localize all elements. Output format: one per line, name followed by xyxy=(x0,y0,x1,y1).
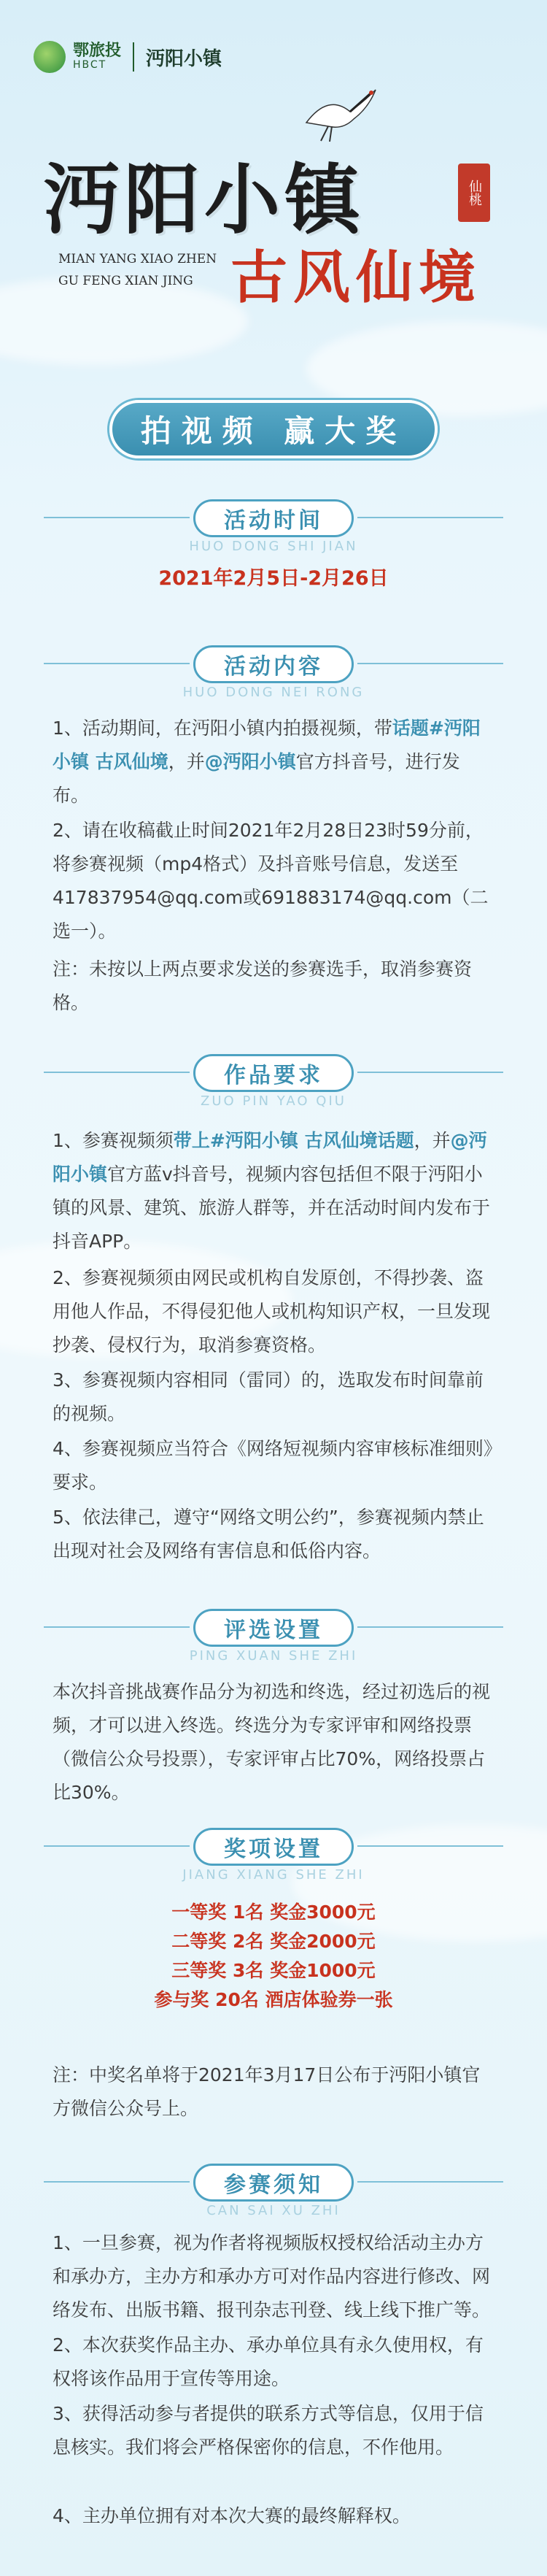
section-content xyxy=(0,642,547,701)
logo-brand-en: HBCT xyxy=(73,59,107,71)
text-run: ，并 xyxy=(168,751,205,772)
content-paragraph-2: 2、请在收稿截止时间2021年2月28日23时59分前，将参赛视频（mp4格式）及抖音账号信息，发送至417837954@qq.com或691883174@qq.com（二选一）。 xyxy=(53,820,489,942)
section-header xyxy=(0,1825,547,1883)
section-notes xyxy=(0,2161,547,2219)
requirements-paragraph-2: 2、参赛视频须由网民或机构自发原创，不得抄袭、盗用他人作品，不得侵犯他人或机构知识产权，一旦发现抄袭、侵权行为，取消参赛资格。 xyxy=(53,1267,491,1356)
section-title-pill xyxy=(193,1828,354,1866)
header-line-right xyxy=(357,1626,503,1628)
brand-logo xyxy=(34,41,222,73)
section-pinyin: HUO DONG NEI RONG xyxy=(182,685,365,700)
header-line-right xyxy=(357,2181,503,2183)
text-run: 官方抖音号，进行发布。 xyxy=(53,751,460,806)
notes-paragraph-4: 4、主办单位拥有对本次大赛的最终解释权。 xyxy=(53,2505,411,2526)
text-run: 1、活动期间，在沔阳小镇内拍摄视频，带 xyxy=(53,718,392,739)
section-title: 参赛须知 xyxy=(224,2172,323,2198)
leaf-logo-icon xyxy=(34,41,66,73)
awards-note: 注：中奖名单将于2021年3月17日公布于沔阳小镇官方微信公众号上。 xyxy=(53,2064,481,2119)
section-header xyxy=(0,496,547,555)
pinyin-line-1: MIAN YANG XIAO ZHEN xyxy=(58,252,217,266)
section-time xyxy=(0,496,547,591)
section-requirements xyxy=(0,1051,547,1110)
section-title-pill xyxy=(193,645,354,683)
notes-paragraph-1: 1、一旦参赛，视为作者将视频版权授权给活动主办方和承办方，主办方和承办方可对作品内容进行修改、网络发布、出版书籍、报刊杂志刊登、线上线下推广等。 xyxy=(53,2232,491,2321)
section-pinyin: PING XUAN SHE ZHI xyxy=(189,1648,358,1664)
section-pinyin: ZUO PIN YAO QIU xyxy=(201,1093,346,1109)
section-title: 评选设置 xyxy=(224,1618,323,1643)
logo-town-name: 沔阳小镇 xyxy=(146,47,222,70)
content-paragraph-3: 注：未按以上两点要求发送的参赛选手，取消参赛资格。 xyxy=(53,958,473,1013)
header-line-right xyxy=(357,663,503,664)
section-title-pill xyxy=(193,2164,354,2202)
header-line-right xyxy=(357,1845,503,1847)
section-title: 活动时间 xyxy=(224,508,323,534)
prize-participation: 参与奖 20名 酒店体验券一张 xyxy=(154,1989,393,2010)
text-run: 官方蓝v抖音号，视频内容包括但不限于沔阳小镇的风景、建筑、旅游人群等，并在活动时间内发布于抖音APP。 xyxy=(53,1164,491,1252)
notes-paragraph-2: 2、本次获奖作品主办、承办单位具有永久使用权，有权将该作品用于宣传等用途。 xyxy=(53,2334,484,2389)
page-subtitle: 古风仙境 xyxy=(230,245,482,311)
content-paragraph-1 xyxy=(53,712,494,812)
header-line-right xyxy=(357,517,503,518)
header-line-left xyxy=(44,1072,190,1073)
judging-paragraph: 本次抖音挑战赛作品分为初选和终选，经过初选后的视频，才可以进入终选。终选分为专家评审和网络投票（微信公众号投票），专家评审占比70%，网络投票占比30%。 xyxy=(53,1681,491,1803)
logo-brand-block xyxy=(73,43,121,71)
section-pinyin: HUO DONG SHI JIAN xyxy=(189,539,358,554)
header-line-left xyxy=(44,517,190,518)
requirements-paragraph-3: 3、参赛视频内容相同（雷同）的，选取发布时间靠前的视频。 xyxy=(53,1369,484,1424)
section-title: 作品要求 xyxy=(224,1063,323,1088)
prize-list xyxy=(0,1898,547,2015)
header-line-left xyxy=(44,1845,190,1847)
text-run: ，并 xyxy=(414,1130,451,1151)
logo-divider xyxy=(133,42,134,72)
section-awards xyxy=(0,1825,547,1883)
account-mention: @沔阳小镇 xyxy=(53,1130,487,1185)
slogan-banner xyxy=(109,400,438,458)
event-date: 2021年2月5日-2月26日 xyxy=(158,567,389,590)
prize-second: 二等奖 2名 奖金2000元 xyxy=(171,1931,376,1952)
requirements-paragraph-5: 5、依法律己，遵守“网络文明公约”，参赛视频内禁止出现对社会及网络有害信息和低俗内容。 xyxy=(53,1507,484,1561)
section-header xyxy=(0,642,547,701)
section-title-pill xyxy=(193,1609,354,1647)
section-header xyxy=(0,1051,547,1110)
seal-stamp: 仙桃 xyxy=(458,164,490,222)
title-pinyin xyxy=(58,248,217,292)
header-line-left xyxy=(44,1626,190,1628)
section-title-pill xyxy=(193,1054,354,1092)
header-line-right xyxy=(357,1072,503,1073)
section-header xyxy=(0,2161,547,2219)
header-line-left xyxy=(44,663,190,664)
account-mention: @沔阳小镇 xyxy=(204,751,296,772)
prize-first: 一等奖 1名 奖金3000元 xyxy=(171,1902,376,1923)
logo-brand-cn: 鄂旅投 xyxy=(73,42,122,60)
requirements-paragraph-1 xyxy=(53,1124,494,1258)
section-pinyin: JIANG XIANG SHE ZHI xyxy=(182,1867,365,1883)
page-title: 沔阳小镇 xyxy=(44,155,365,245)
crane-icon xyxy=(299,86,379,145)
section-header xyxy=(0,1606,547,1664)
prize-third: 三等奖 3名 奖金1000元 xyxy=(171,1960,376,1981)
section-judging xyxy=(0,1606,547,1664)
header-line-left xyxy=(44,2181,190,2183)
section-title: 活动内容 xyxy=(224,654,323,680)
section-pinyin: CAN SAI XU ZHI xyxy=(206,2203,341,2218)
text-run: 1、参赛视频须 xyxy=(53,1130,174,1151)
topic-hashtag: 话题#沔阳小镇 古风仙境 xyxy=(53,718,481,772)
pinyin-line-2: GU FENG XIAN JING xyxy=(58,274,193,288)
topic-hashtag: 带上#沔阳小镇 古风仙境话题 xyxy=(173,1130,414,1151)
notes-paragraph-3: 3、获得活动参与者提供的联系方式等信息，仅用于信息核实。我们将会严格保密你的信息，不作他用。 xyxy=(53,2403,484,2458)
section-title-pill xyxy=(193,499,354,537)
requirements-paragraph-4: 4、参赛视频应当符合《网络短视频内容审核标准细则》要求。 xyxy=(53,1438,493,1493)
section-title: 奖项设置 xyxy=(224,1837,323,1862)
slogan-text: 拍视频 赢大奖 xyxy=(140,413,407,449)
